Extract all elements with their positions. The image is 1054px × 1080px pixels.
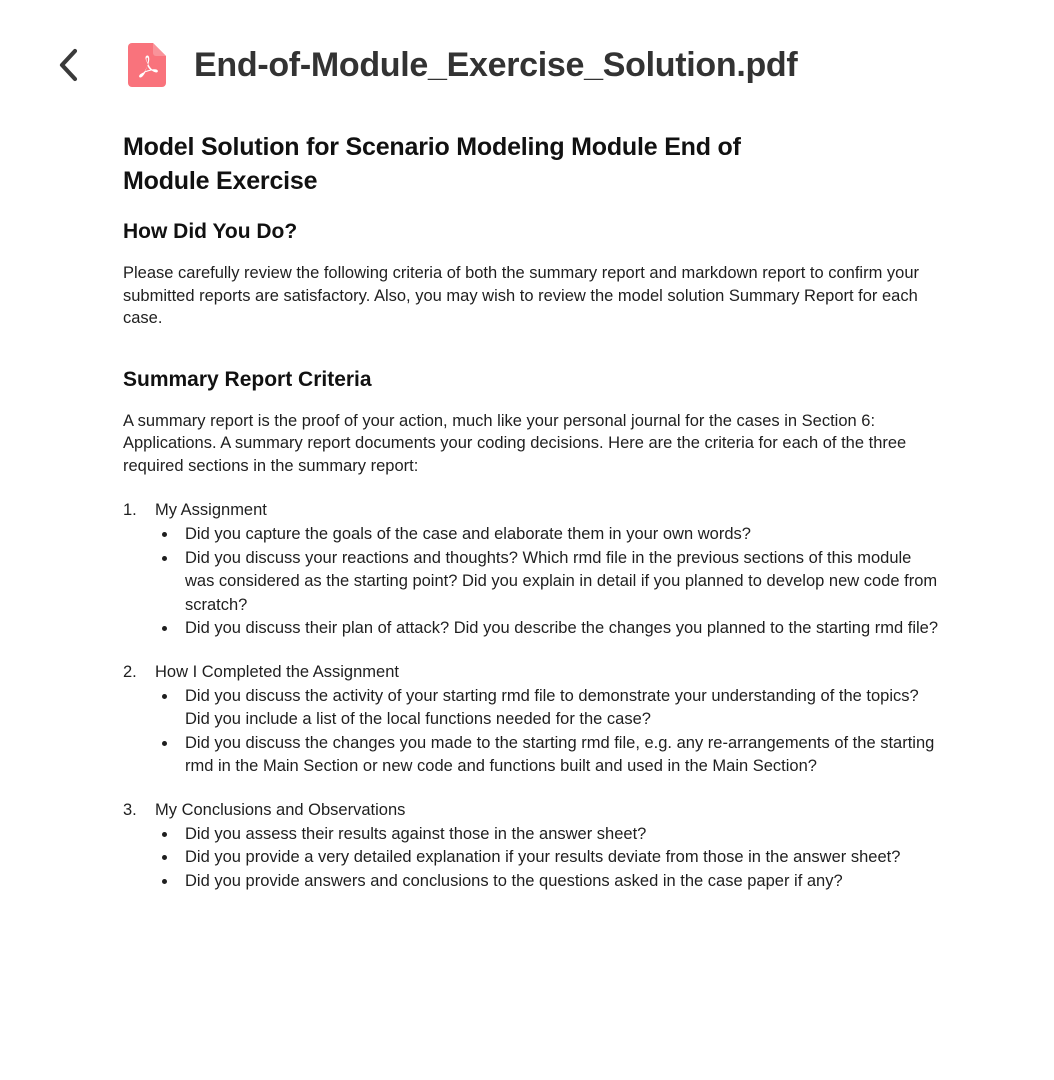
spacer xyxy=(123,352,938,366)
criteria-number: 2. xyxy=(123,662,137,681)
pdf-viewer-header xyxy=(0,0,1054,130)
criteria-item-3 xyxy=(123,799,938,894)
list-item: Did you capture the goals of the case and elaborate them in your own words? xyxy=(155,523,938,547)
criteria-label: My Assignment xyxy=(155,501,267,519)
criteria-number: 3. xyxy=(123,800,137,819)
document-title: Model Solution for Scenario Modeling Module End of Module Exercise xyxy=(123,133,741,195)
list-item: Did you discuss your reactions and thoughts? Which rmd file in the previous sections of this module was considered as the starting point? Did you explain in detail if you planned to develop new code from scratch? xyxy=(155,547,938,618)
summary-report-paragraph: A summary report is the proof of your action, much like your personal journal for the cases in Section 6: Applications. A summary report documents your coding decisions. Here are the criteria for each of the three required sections in the summary report: xyxy=(123,411,907,475)
chevron-left-icon xyxy=(55,47,81,83)
section-heading-how-did-you-do: How Did You Do? xyxy=(123,220,298,243)
pdf-file-icon xyxy=(128,43,166,87)
intro-paragraph: Please carefully review the following criteria of both the summary report and markdown report to confirm your submitted reports are satisfactory. Also, you may wish to review the model solution Summary Report for each case. xyxy=(123,264,920,327)
list-item: Did you discuss the activity of your starting rmd file to demonstrate your understanding of the topics? Did you include a list of the local functions needed for the case? xyxy=(155,685,938,732)
list-item: Did you discuss their plan of attack? Did you describe the changes you planned to the starting rmd file? xyxy=(155,617,938,641)
criteria-list xyxy=(123,499,938,893)
criteria-bullet-list xyxy=(155,685,938,779)
file-name-title: End-of-Module_Exercise_Solution.pdf xyxy=(194,45,798,84)
criteria-number: 1. xyxy=(123,501,137,519)
list-item: Did you discuss the changes you made to the starting rmd file, e.g. any re-arrangements of the starting rmd in the Main Section or new code and functions built and used in the Main Section? xyxy=(155,732,938,779)
back-button[interactable] xyxy=(46,43,90,87)
criteria-label: My Conclusions and Observations xyxy=(155,800,406,819)
criteria-item-1 xyxy=(123,499,938,641)
criteria-item-2 xyxy=(123,661,938,779)
pdf-page-content xyxy=(0,130,1054,893)
list-item: Did you provide a very detailed explanation if your results deviate from those in the answer sheet? xyxy=(155,846,938,870)
criteria-label: How I Completed the Assignment xyxy=(155,662,399,681)
list-item: Did you assess their results against those in the answer sheet? xyxy=(155,823,938,847)
list-item: Did you provide answers and conclusions to the questions asked in the case paper if any? xyxy=(155,870,938,894)
criteria-bullet-list xyxy=(155,523,938,641)
section-heading-summary-report-criteria: Summary Report Criteria xyxy=(123,367,372,391)
criteria-bullet-list xyxy=(155,823,938,894)
